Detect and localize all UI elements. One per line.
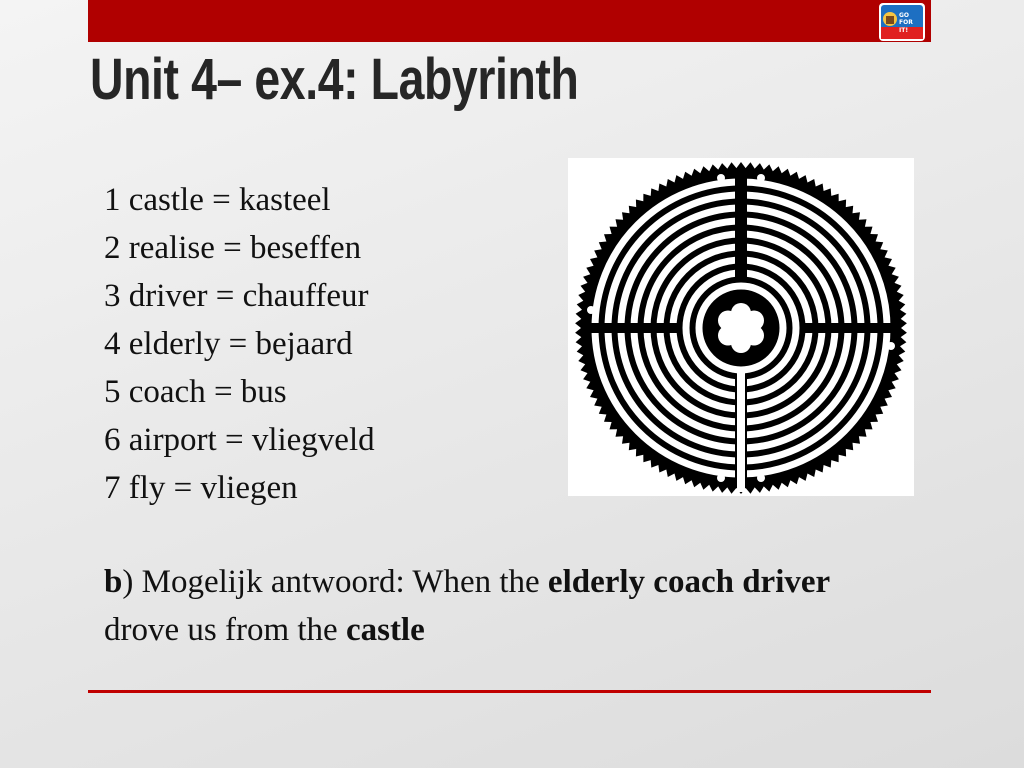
labyrinth-image	[568, 158, 914, 496]
answer-bold-word: castle	[345, 612, 425, 648]
vocab-item: 6 airport = vliegveld	[104, 422, 375, 458]
bottom-divider	[88, 690, 931, 693]
labyrinth-icon	[568, 158, 914, 496]
vocab-item: 4 elderly = bejaard	[104, 326, 353, 362]
svg-text:IT!: IT!	[899, 27, 909, 34]
vocab-item: 1 castle = kasteel	[104, 182, 331, 218]
page-title: Unit 4– ex.4: Labyrinth	[90, 47, 579, 112]
answer-bold-phrase: elderly coach driver	[547, 564, 831, 600]
answer-prefix: Mogelijk antwoord: When the	[133, 564, 548, 600]
vocabulary-list	[104, 176, 375, 512]
vocab-item: 2 realise = beseffen	[104, 230, 362, 266]
svg-text:GO: GO	[899, 12, 910, 19]
answer-label-close: )	[122, 564, 134, 600]
top-banner	[88, 0, 931, 42]
vocab-item: 5 coach = bus	[104, 374, 287, 410]
vocab-item: 7 fly = vliegen	[104, 470, 298, 506]
svg-text:FOR: FOR	[899, 19, 913, 26]
answer-label: b	[104, 564, 123, 600]
answer-paragraph	[104, 558, 904, 654]
answer-middle: drove us from the	[104, 612, 346, 648]
go-for-it-logo-icon	[879, 3, 925, 41]
vocab-item: 3 driver = chauffeur	[104, 278, 369, 314]
